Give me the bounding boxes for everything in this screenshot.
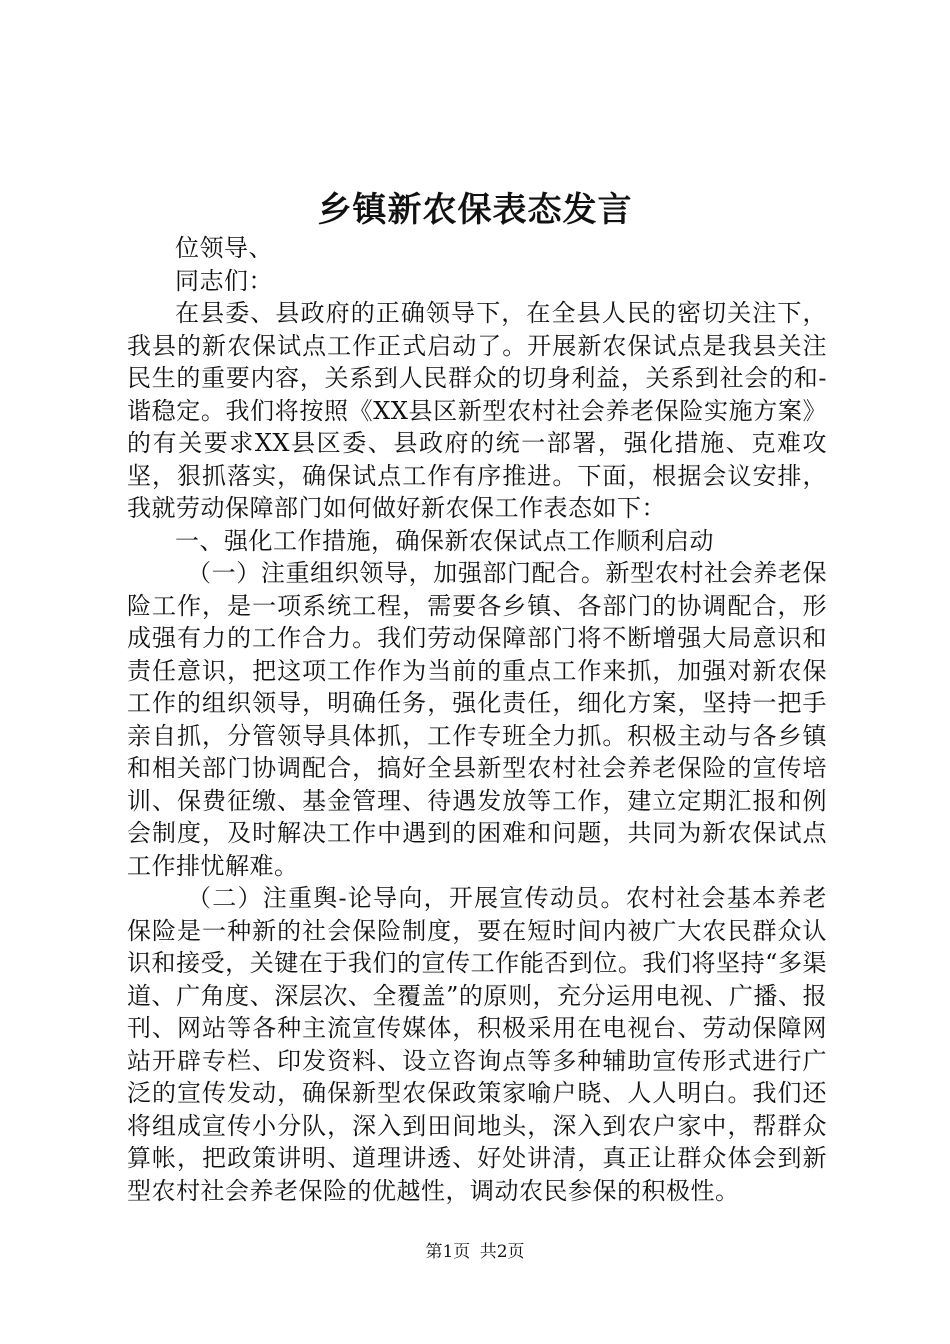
salutation-leaders: 位领导、 <box>175 234 273 262</box>
salutation-comrades: 同志们： <box>175 266 273 295</box>
paragraph-intro: 在县委、县政府的正确领导下，在全县人民的密切关注下，我县的新农保试点工作正式启动了。开展新农保试点是我县关注民生的重要内容，关系到人民群众的切身利益，关系到社会的和-谐稳定。我们将按照《XX县区新型农村社会养老保险实施方案》的有关要求XX县区委、县政府的统一部署，强化措施、克难攻坚，狠抓落实，确保试点工作有序推进。下面，根据会议安排，我就劳动保障部门如何做好新农保工作表态如下： <box>127 299 827 522</box>
section-heading-1: 一、强化工作措施，确保新农保试点工作顺利启动 <box>175 526 714 555</box>
document-title: 乡镇新农保表态发言 <box>317 190 633 230</box>
page-footer: 第1页 共2页 <box>425 1242 525 1262</box>
paragraph-subsection-1: （一）注重组织领导，加强部门配合。新型农村社会养老保险工作，是一项系统工程，需要各乡镇、各部门的协调配合，形成强有力的工作合力。我们劳动保障部门将不断增强大局意识和责任意识，把这项工作作为当前的重点工作来抓，加强对新农保工作的组织领导，明确任务，强化责任，细化方案，坚持一把手亲自抓，分管领导具体抓，工作专班全力抓。积极主动与各乡镇和相关部门协调配合，搞好全县新型农村社会养老保险的宣传培训、保费征缴、基金管理、待遇发放等工作，建立定期汇报和例会制度，及时解决工作中遇到的困难和问题，共同为新农保试点工作排忧解难。 <box>127 559 827 880</box>
document-body <box>127 232 827 1207</box>
paragraph-subsection-2: （二）注重舆-论导向，开展宣传动员。农村社会基本养老保险是一种新的社会保险制度，要在短时间内被广大农民群众认识和接受，关键在于我们的宣传工作能否到位。我们将坚持“多渠道、广角度、深层次、全覆盖”的原则，充分运用电视、广播、报刊、网站等各种主流宣传媒体，积极采用在电视台、劳动保障网站开辟专栏、印发资料、设立咨询点等多种辅助宣传形式进行广泛的宣传发动，确保新型农保政策家喻户晓、人人明白。我们还将组成宣传小分队，深入到田间地头，深入到农户家中，帮群众算帐，把政策讲明、道理讲透、好处讲清，真正让群众体会到新型农村社会养老保险的优越性，调动农民参保的积极性。 <box>127 884 827 1205</box>
